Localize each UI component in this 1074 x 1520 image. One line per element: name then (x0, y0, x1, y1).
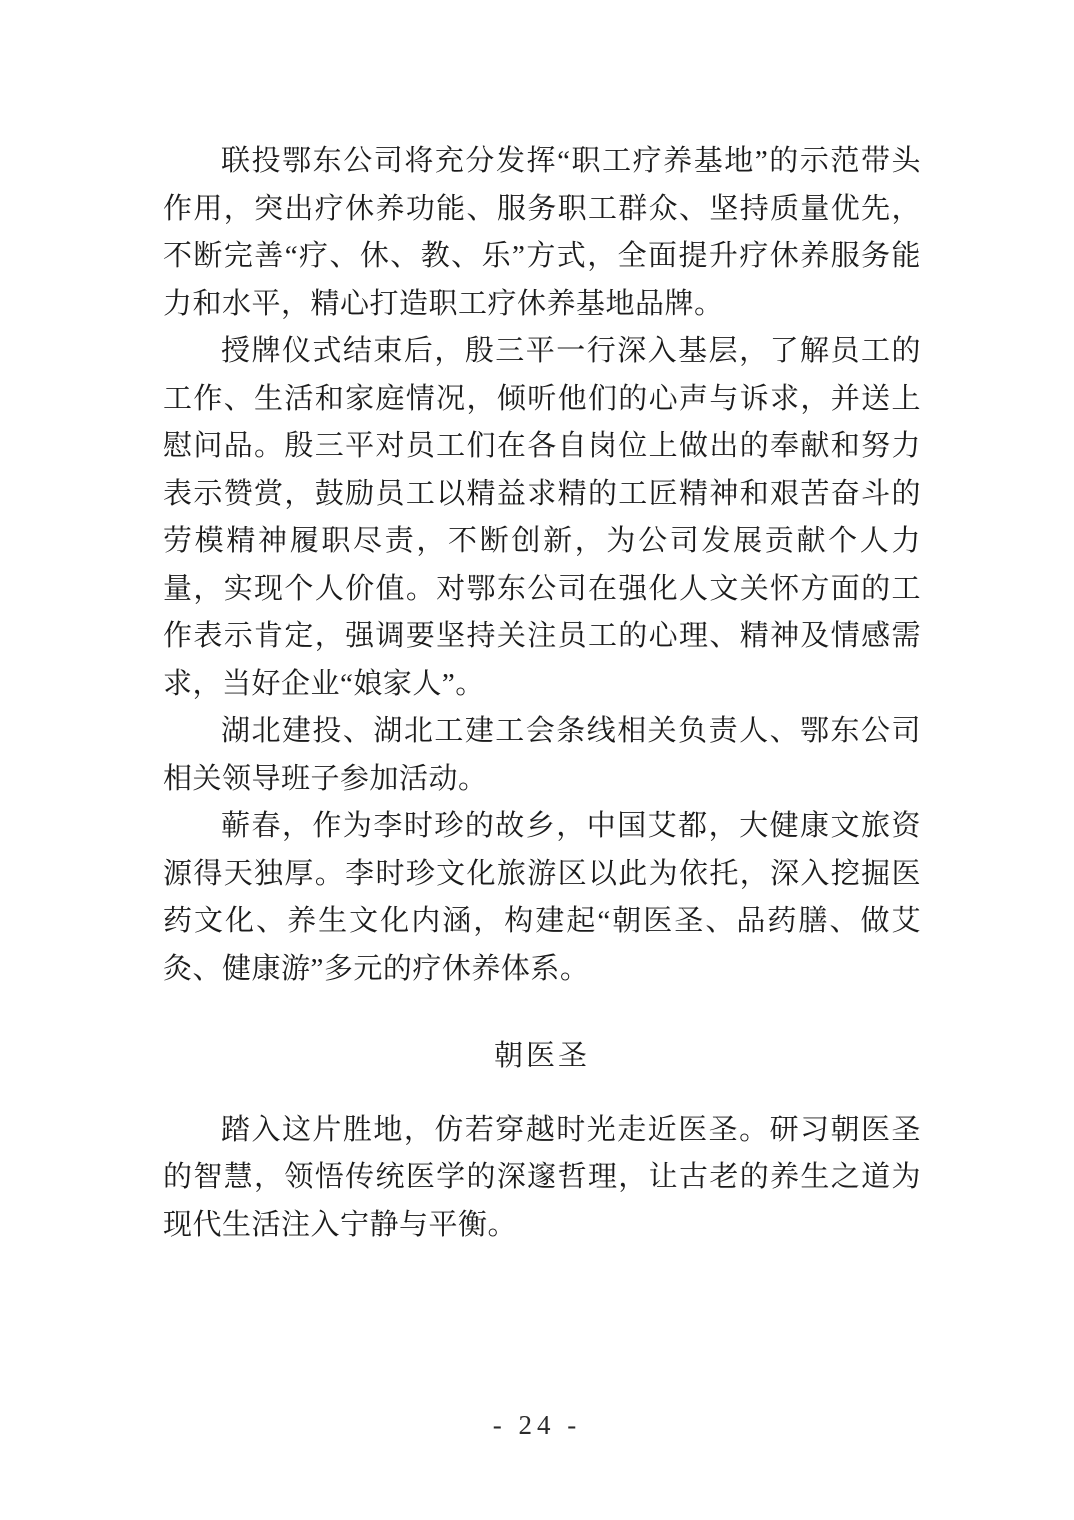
paragraph-3: 湖北建投、湖北工建工会条线相关负责人、鄂东公司相关领导班子参加活动。 (163, 715, 921, 795)
paragraph-4: 蕲春，作为李时珍的故乡，中国艾都，大健康文旅资源得天独厚。李时珍文化旅游区以此为依托，深入挖掘医药文化、养生文化内涵，构建起“朝医圣、品药膳、做艾灸、健康游”多元的疗休养体系。 (163, 810, 921, 985)
paragraph-5: 踏入这片胜地，仿若穿越时光走近医圣。研习朝医圣的智慧，领悟传统医学的深邃哲理，让古老的养生之道为现代生活注入宁静与平衡。 (163, 1113, 921, 1241)
section-heading: 朝医圣 (493, 1040, 590, 1072)
document-body (163, 138, 921, 1249)
paragraph-2: 授牌仪式结束后，殷三平一行深入基层，了解员工的工作、生活和家庭情况，倾听他们的心声与诉求，并送上慰问品。殷三平对员工们在各自岗位上做出的奉献和努力表示赞赏，鼓励员工以精益求精的工匠精神和艰苦奋斗的劳模精神履职尽责，不断创新，为公司发展贡献个人力量，实现个人价值。对鄂东公司在强化人文关怀方面的工作表示肯定，强调要坚持关注员工的心理、精神及情感需求，当好企业“娘家人”。 (163, 335, 921, 700)
paragraph-1: 联投鄂东公司将充分发挥“职工疗养基地”的示范带头作用，突出疗休养功能、服务职工群众、坚持质量优先，不断完善“疗、休、教、乐”方式，全面提升疗休养服务能力和水平，精心打造职工疗休养基地品牌。 (163, 145, 921, 320)
page-footer (0, 1402, 1074, 1449)
page-number: - 24 - (492, 1410, 582, 1440)
